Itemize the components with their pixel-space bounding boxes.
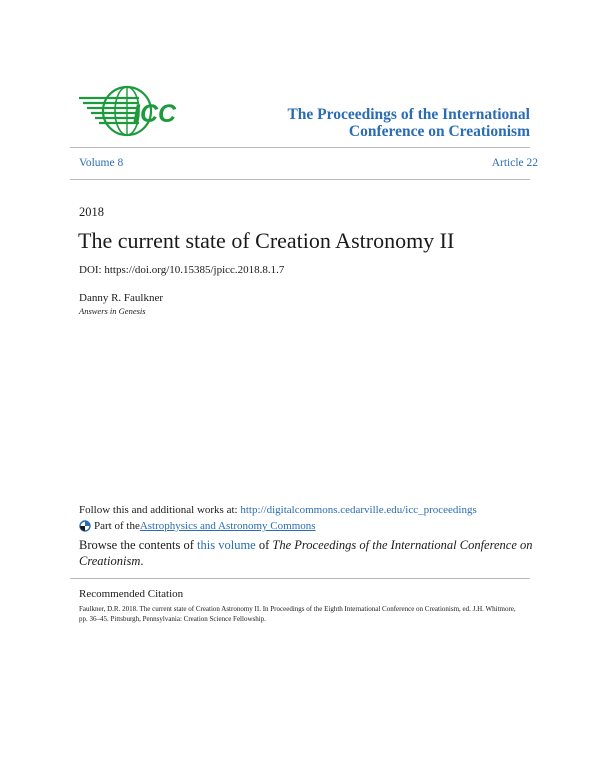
follow-prefix: Follow this and additional works at: [79,504,241,516]
browse-suffix: . [140,554,144,568]
proceedings-url-link[interactable]: http://digitalcommons.cedarville.edu/icc_proceedings [240,504,477,516]
author-name: Danny R. Faulkner [79,292,164,304]
header-divider [70,147,530,148]
follow-line [79,504,477,516]
part-of-prefix: Part of the [94,520,140,532]
journal-title-line1[interactable]: The Proceedings of the International [287,106,530,123]
citation-text: Faulkner, D.R. 2018. The current state of Creation Astronomy II. In Proceedings of the Eighth International Conference on Creationism, ed. J.H. Whitmore, pp. 36–45. Pittsburgh, Pennsylvania: Creation Science Fellowship. [79,605,516,623]
citation-label: Recommended Citation [79,588,184,600]
browse-line [79,537,539,569]
journal-title-line2[interactable]: Conference on Creationism [348,123,530,140]
paper-title: The current state of Creation Astronomy II [78,228,455,253]
author-affiliation: Answers in Genesis [79,306,146,316]
subheader-divider [70,179,530,180]
citation-divider [70,578,530,579]
astronomy-commons-link[interactable]: Astrophysics and Astronomy Commons [139,520,316,532]
network-logo-icon [79,520,91,532]
this-volume-link[interactable]: this volume [197,538,256,552]
journal-title[interactable] [210,106,530,140]
svg-text:ICC: ICC [133,100,177,128]
doi: DOI: https://doi.org/10.15385/jpicc.2018.8.1.7 [79,264,285,276]
volume-link[interactable]: Volume 8 [79,157,124,169]
part-of-line [79,520,316,532]
browse-journal-name: The Proceedings of the International Conference on Creationism [79,538,533,568]
article-link[interactable]: Article 22 [491,157,538,169]
browse-prefix: Browse the contents of [79,538,198,552]
icc-logo [79,82,189,140]
publication-year: 2018 [79,205,104,219]
browse-of: of [255,538,273,552]
